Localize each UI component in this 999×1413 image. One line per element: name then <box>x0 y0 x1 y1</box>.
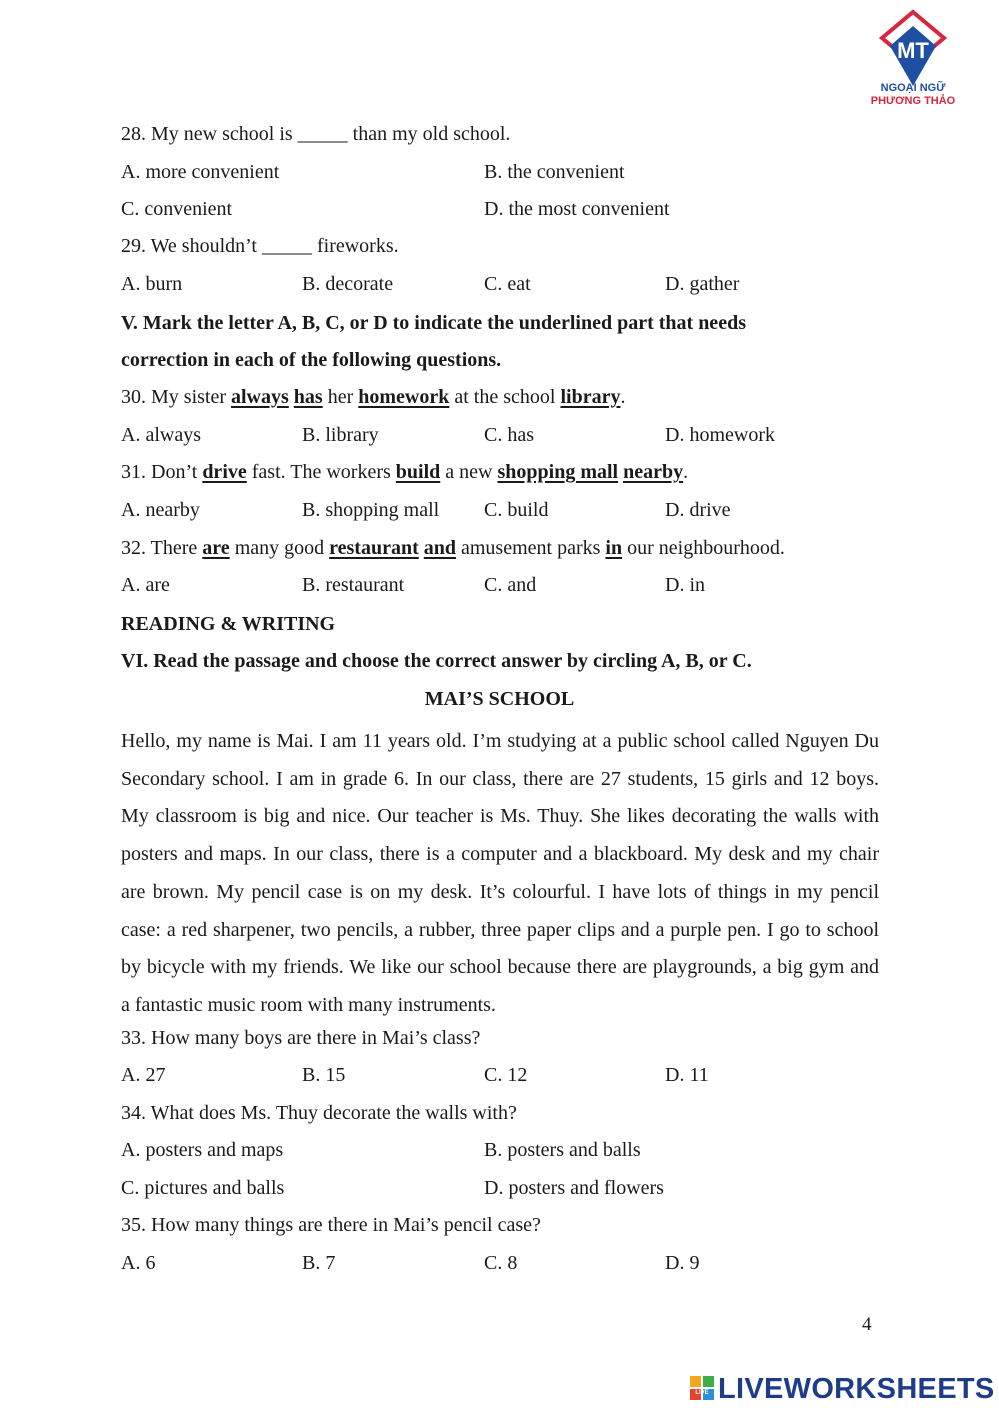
q34-option-b[interactable]: B. posters and balls <box>484 1139 641 1161</box>
q33-option-b[interactable]: B. 15 <box>302 1064 346 1086</box>
q32-option-c[interactable]: C. and <box>484 574 537 596</box>
q30-underlined-always: always <box>231 386 289 408</box>
q30-option-d[interactable]: D. homework <box>665 424 775 446</box>
q34-option-c[interactable]: C. pictures and balls <box>121 1177 285 1199</box>
liveworksheets-icon-letters: LIVE <box>695 1390 709 1396</box>
logo-letters: MT <box>897 38 929 63</box>
question-31: 31. Don’t drive fast. The workers build a new shopping mall nearby. <box>121 461 689 483</box>
q32-option-a[interactable]: A. are <box>121 574 170 596</box>
q32-underlined-restaurant: restaurant <box>329 537 419 559</box>
q31-option-a[interactable]: A. nearby <box>121 499 200 521</box>
q34-option-d[interactable]: D. posters and flowers <box>484 1177 664 1199</box>
q35-option-c[interactable]: C. 8 <box>484 1252 518 1274</box>
logo-brand-line1: NGOẠI NGỮ <box>880 82 946 94</box>
q28-option-c[interactable]: C. convenient <box>121 198 233 220</box>
q33-option-d[interactable]: D. 11 <box>665 1064 709 1086</box>
q33-option-c[interactable]: C. 12 <box>484 1064 528 1086</box>
question-29: 29. We shouldn’t _____ fireworks. <box>121 235 399 257</box>
q31-underlined-build: build <box>395 461 441 483</box>
q29-option-d[interactable]: D. gather <box>665 273 740 295</box>
q28-option-d[interactable]: D. the most convenient <box>484 198 670 220</box>
section-5-heading-line2: correction in each of the following questions. <box>121 349 502 371</box>
question-30: 30. My sister always has her homework at the school library. <box>121 386 626 408</box>
question-28: 28. My new school is _____ than my old school. <box>121 123 511 145</box>
q32-underlined-are: are <box>202 537 230 559</box>
section-6-heading: VI. Read the passage and choose the correct answer by circling A, B, or C. <box>121 650 752 672</box>
page-number: 4 <box>862 1314 872 1335</box>
q31-underlined-nearby: nearby <box>623 461 684 483</box>
question-34: 34. What does Ms. Thuy decorate the walls with? <box>121 1102 517 1124</box>
section-5-heading-line1: V. Mark the letter A, B, C, or D to indicate the underlined part that needs <box>121 312 746 334</box>
reading-writing-heading: READING & WRITING <box>121 613 336 635</box>
q31-option-d[interactable]: D. drive <box>665 499 731 521</box>
q33-option-a[interactable]: A. 27 <box>121 1064 166 1086</box>
q35-option-b[interactable]: B. 7 <box>302 1252 336 1274</box>
logo-brand-line2: PHƯƠNG THẢO <box>870 95 956 107</box>
liveworksheets-icon <box>690 1376 714 1400</box>
q30-underlined-has: has <box>293 386 323 408</box>
q34-option-a[interactable]: A. posters and maps <box>121 1139 284 1161</box>
q31-option-b[interactable]: B. shopping mall <box>302 499 440 521</box>
reading-passage: Hello, my name is Mai. I am 11 years old. I’m studying at a public school called Nguyen Du Secondary school. I am in grade 6. In our class, there are 27 students, 15 girls and 12 boys. My classroom is big and nice. Our teacher is Ms. Thuy. She likes decorating the walls with posters and maps. In our class, there is a computer and a blackboard. My desk and my chair are brown. My pencil case is on my desk. It’s colourful. I have lots of things in my pencil case: a red sharpener, two pencils, a rubber, three paper clips and a purple pen. I go to school by bicycle with my friends. We like our school because there are playgrounds, a big gym and a fantastic music room with many instruments. <box>121 730 879 1016</box>
q32-option-b[interactable]: B. restaurant <box>302 574 405 596</box>
q32-option-d[interactable]: D. in <box>665 574 705 596</box>
question-33: 33. How many boys are there in Mai’s class? <box>121 1027 481 1049</box>
q35-option-d[interactable]: D. 9 <box>665 1252 700 1274</box>
q31-underlined-shopping-mall: shopping mall <box>497 461 619 483</box>
liveworksheets-brand[interactable]: LIVEWORKSHEETS <box>718 1373 995 1405</box>
q30-underlined-homework: homework <box>358 386 450 408</box>
q32-underlined-in: in <box>605 537 623 559</box>
question-35: 35. How many things are there in Mai’s pencil case? <box>121 1214 541 1236</box>
q29-option-b[interactable]: B. decorate <box>302 273 394 295</box>
q30-option-b[interactable]: B. library <box>302 424 379 446</box>
q30-underlined-library: library <box>560 386 621 408</box>
q32-underlined-and: and <box>423 537 456 559</box>
q30-option-c[interactable]: C. has <box>484 424 534 446</box>
q31-option-c[interactable]: C. build <box>484 499 549 521</box>
passage-title: MAI’S SCHOOL <box>424 688 575 710</box>
q30-option-a[interactable]: A. always <box>121 424 201 446</box>
q31-underlined-drive: drive <box>202 461 247 483</box>
q35-option-a[interactable]: A. 6 <box>121 1252 156 1274</box>
q28-option-b[interactable]: B. the convenient <box>484 161 625 183</box>
question-32: 32. There are many good restaurant and amusement parks in our neighbourhood. <box>121 537 785 559</box>
q29-option-c[interactable]: C. eat <box>484 273 531 295</box>
q28-option-a[interactable]: A. more convenient <box>121 161 280 183</box>
q29-option-a[interactable]: A. burn <box>121 273 183 295</box>
